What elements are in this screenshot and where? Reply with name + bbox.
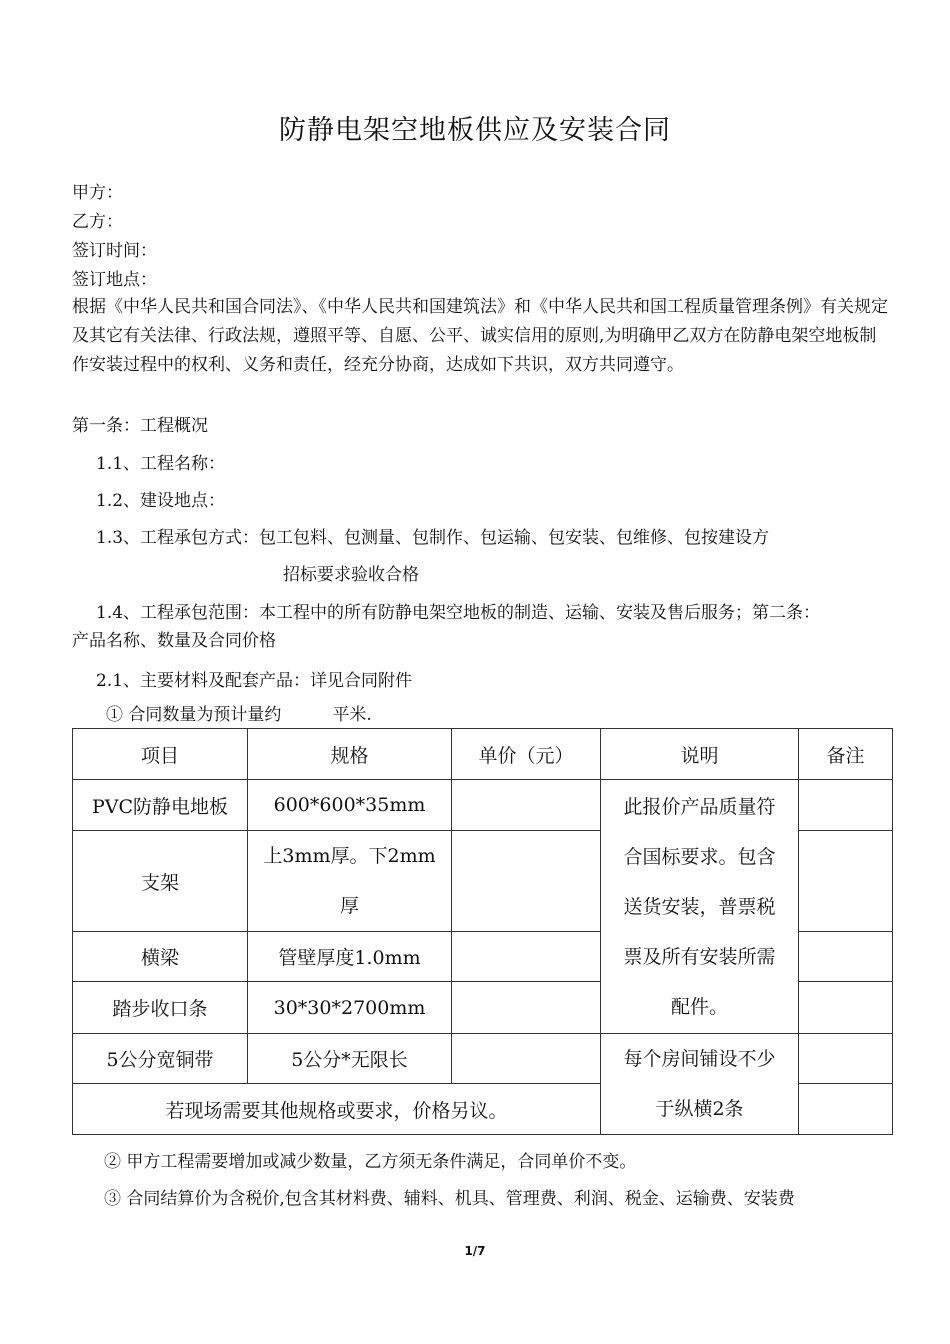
row-remarks <box>799 780 893 831</box>
spec-line: 上3mm厚。下2mm <box>263 845 436 867</box>
table-row <box>73 1034 893 1084</box>
item-1-4: 1.4、工程承包范围：本工程中的所有防静电架空地板的制造、运输、安装及售后服务；第二条： <box>96 603 821 623</box>
row-unit-price <box>452 1034 601 1084</box>
item-1-3: 1.3、工程承包方式：包工包料、包测量、包制作、包运输、包安装、包维修、包按建设方 <box>96 528 770 548</box>
header-unit-price: 单价（元） <box>452 729 601 780</box>
page-number: 1/7 <box>464 1244 486 1258</box>
row-remarks <box>799 982 893 1034</box>
party-b-label: 乙方： <box>72 212 123 232</box>
row-spec: 5公分*无限长 <box>248 1034 452 1084</box>
row-unit-price <box>452 780 601 831</box>
table-header-row <box>73 729 893 780</box>
price-table <box>72 728 893 1135</box>
document-title: 防静电架空地板供应及安装合同 <box>279 115 671 146</box>
note-1: ① 合同数量为预计量约 平米. <box>106 705 372 725</box>
merged-note-cell: 若现场需要其他规格或要求，价格另议。 <box>73 1084 601 1135</box>
row-item: 支架 <box>73 831 248 932</box>
row-item: PVC防静电地板 <box>73 780 248 831</box>
article-1-heading: 第一条：工程概况 <box>72 416 208 436</box>
table-row <box>73 780 893 831</box>
note-2: ② 甲方工程需要增加或减少数量，乙方须无条件满足，合同单价不变。 <box>104 1152 637 1172</box>
preamble-paragraph: 根据《中华人民共和国合同法》、《中华人民共和国建筑法》和《中华人民共和国工程质量管理条例》有关规定及其它有关法律、行政法规，遵照平等、自愿、公平、诚实信用的原则,为明确甲乙双方在防静电架空地板制作安装过程中的权利、义务和责任，经充分协商，达成如下共识，双方共同遵守。 <box>72 297 888 375</box>
description-cell-1 <box>601 780 799 1034</box>
party-a-label: 甲方： <box>72 183 123 203</box>
item-1-4-continuation: 产品名称、数量及合同价格 <box>72 631 276 651</box>
row-remarks <box>799 1034 893 1084</box>
item-1-2: 1.2、建设地点： <box>96 491 226 511</box>
row-unit-price <box>452 932 601 982</box>
description-line: 票及所有安装所需 <box>623 945 776 968</box>
sign-time-label: 签订时间： <box>72 241 157 261</box>
header-item: 项目 <box>73 729 248 780</box>
description-line: 每个房间铺设不少 <box>623 1048 776 1070</box>
row-spec: 30*30*2700mm <box>248 982 452 1034</box>
row-remarks <box>799 932 893 982</box>
row-spec: 600*600*35mm <box>248 780 452 831</box>
row-unit-price <box>452 831 601 932</box>
header-remarks: 备注 <box>799 729 893 780</box>
row-spec: 管壁厚度1.0mm <box>248 932 452 982</box>
row-item: 5公分宽铜带 <box>73 1034 248 1084</box>
spec-line: 厚 <box>339 895 359 917</box>
item-2-1: 2.1、主要材料及配套产品：详见合同附件 <box>96 671 413 691</box>
row-item: 横梁 <box>73 932 248 982</box>
description-cell-2 <box>601 1034 799 1135</box>
header-spec: 规格 <box>248 729 452 780</box>
description-line: 配件。 <box>670 995 728 1018</box>
description-line: 合国标要求。包含 <box>623 845 776 868</box>
note-3: ③ 合同结算价为含税价,包含其材料费、辅料、机具、管理费、利润、税金、运输费、安装费 <box>104 1189 795 1209</box>
header-description: 说明 <box>601 729 799 780</box>
description-line: 送货安装，普票税 <box>623 895 776 918</box>
row-remarks <box>799 1084 893 1135</box>
description-line: 于纵横2条 <box>655 1098 744 1120</box>
item-1-3-continuation: 招标要求验收合格 <box>283 565 419 585</box>
row-spec <box>248 831 452 932</box>
description-line: 此报价产品质量符 <box>623 795 776 818</box>
item-1-1: 1.1、工程名称： <box>96 454 226 474</box>
row-item: 踏步收口条 <box>73 982 248 1034</box>
row-remarks <box>799 831 893 932</box>
row-unit-price <box>452 982 601 1034</box>
sign-place-label: 签订地点： <box>72 270 157 290</box>
